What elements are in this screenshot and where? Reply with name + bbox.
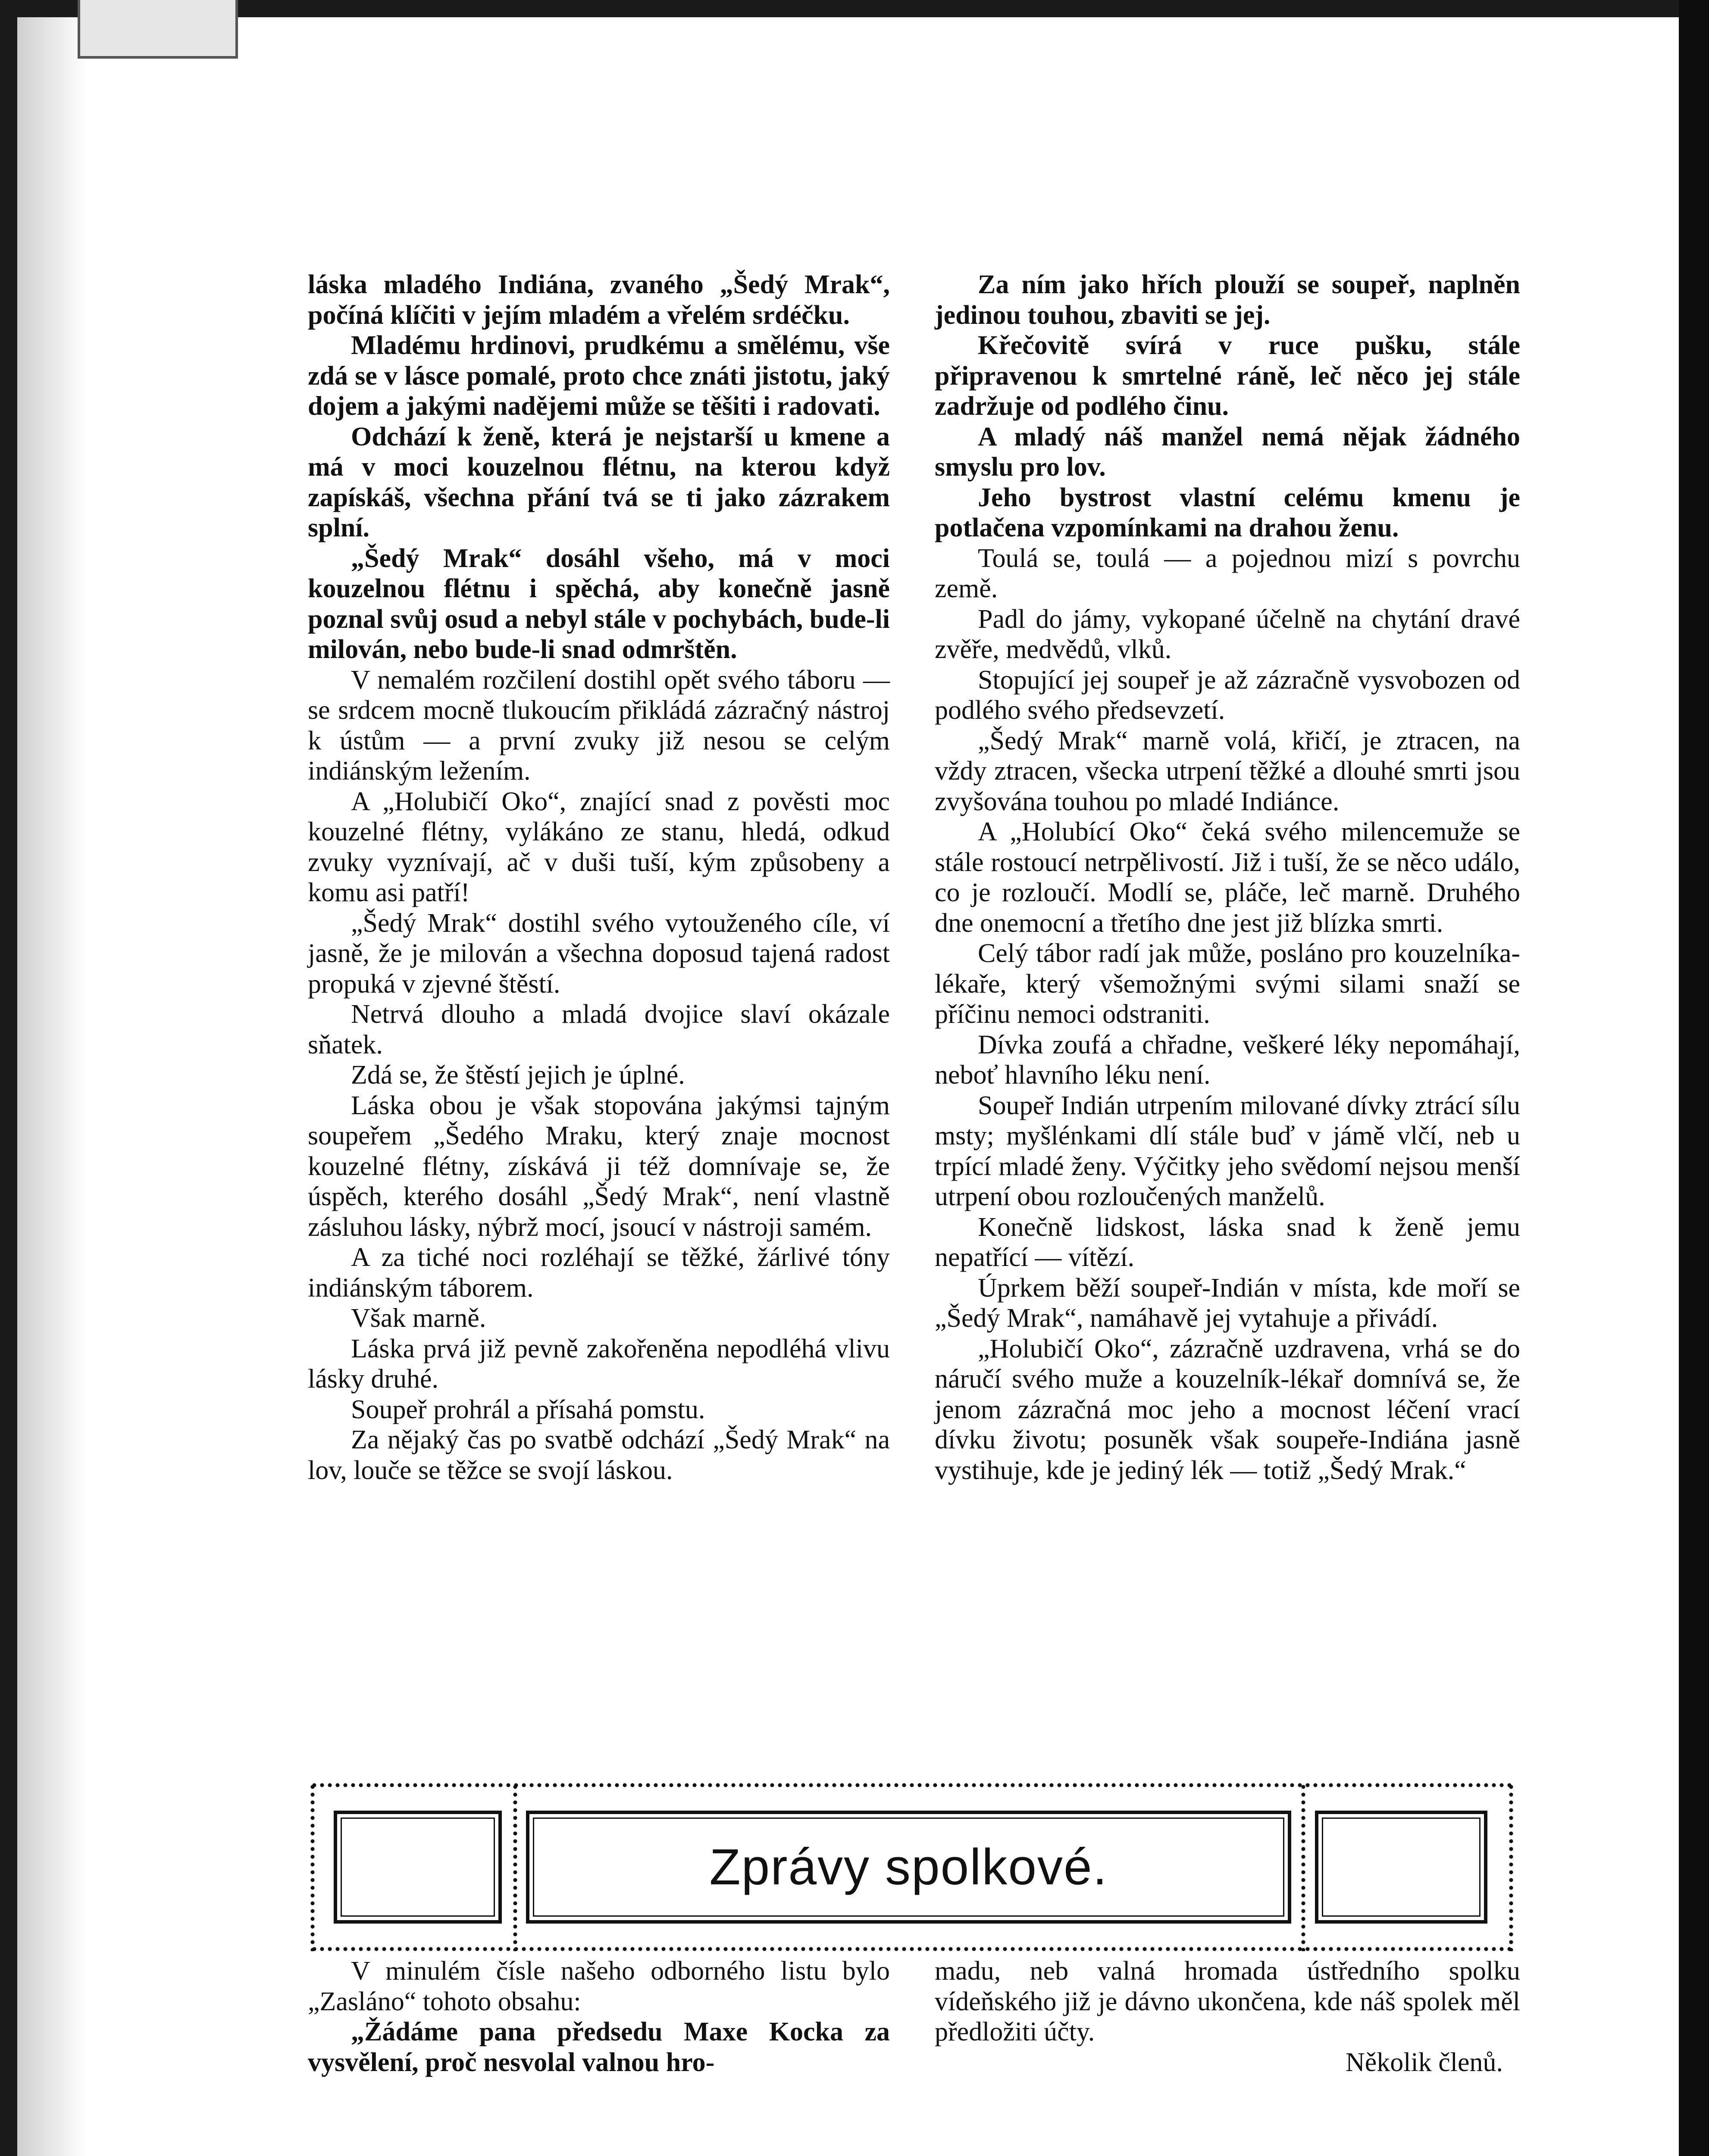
paragraph: Stopující jej soupeř je až zázračně vysvobozen od podlého svého předsevzetí. — [935, 665, 1520, 725]
paragraph: „Šedý Mrak“ marně volá, křičí, je ztracen, na vždy ztracen, všecka utrpení těžké a dlouhé smrti jsou zvyšována touhou po mladé Indiánce. — [935, 726, 1520, 816]
paragraph: Však marně. — [351, 1304, 486, 1333]
paragraph: Soupeř prohrál a přísahá pomstu. — [351, 1395, 705, 1424]
paragraph: Zdá se, že štěstí jejich je úplné. — [351, 1060, 685, 1090]
scan-corner-artifact — [78, 0, 238, 59]
signature: Několik členů. — [1345, 2047, 1503, 2077]
paragraph: „Šedý Mrak“ dostihl svého vytouženého cíle, ví jasně, že je milován a všechna doposud tajená radost propuká v zjevné štěstí. — [308, 908, 890, 999]
section-title: Zprávy spolkové. — [709, 1839, 1108, 1896]
paragraph: Odchází k ženě, která je nejstarší u kmene a má v moci kouzelnou flétnu, na kterou když zapískáš, všechna přání tvá se ti jako zázrakem splní. — [308, 422, 890, 542]
scan-border-left — [0, 0, 17, 2156]
paragraph: V nemalém rozčilení dostihl opět svého táboru — se srdcem mocně tlukoucím přikládá zázračný nástroj k ústům — a první zvuky již nesou se celým indiánským ležením. — [308, 665, 890, 786]
paragraph: Láska prvá již pevně zakořeněna nepodléhá vlivu lásky druhé. — [308, 1334, 890, 1394]
paragraph: A „Holubičí Oko“, znající snad z pověsti moc kouzelné flétny, vylákáno ze stanu, hledá, odkud zvuky vyznívají, ač v duši tuší, kým způsobeny a komu asi patří! — [308, 787, 890, 907]
paragraph: Toulá se, toulá — a pojednou mizí s povrchu země. — [935, 543, 1520, 603]
paragraph: A „Holubící Oko“ čeká svého milencemuže se stále rostoucí netrpělivostí. Již i tuší, že se něco událo, co je rozloučí. Modlí se, pláče, leč marně. Druhého dne onemocní a třetího dne jest již blízka smrti. — [935, 817, 1520, 938]
paragraph: „Šedý Mrak“ dosáhl všeho, má v moci kouzelnou flétnu i spěchá, aby konečně jasně poznal svůj osud a nebyl stále v pochybách, bude-li milován, nebo bude-li snad odmrštěn. — [308, 543, 890, 664]
paragraph: Úprkem běží soupeř-Indián v místa, kde moří se „Šedý Mrak“, namáhavě jej vytahuje a přivádí. — [935, 1273, 1520, 1333]
section-header-banner — [310, 1783, 1513, 1951]
dotted-rule — [310, 1783, 315, 1951]
paragraph: „Žádáme pana předsedu Maxe Kocka za vysvělení, proč nesvolal valnou hro- — [308, 2017, 890, 2077]
paragraph: Křečovitě svírá v ruce pušku, stále připravenou k smrtelné ráně, leč něco jej stále zadržuje od podlého činu. — [935, 331, 1520, 421]
dotted-rule — [1301, 1783, 1305, 1951]
paragraph: Netrvá dlouho a mladá dvojice slaví okázale sňatek. — [308, 1000, 890, 1059]
dotted-rule — [1509, 1783, 1513, 1951]
paragraph: Láska obou je však stopována jakýmsi tajným soupeřem „Šedého Mraku, který znaje mocnost kouzelné flétny, získává ji též domnívaje se, že úspěch, kterého dosáhl „Šedý Mrak“, není vlastně zásluhou lásky, nýbrž mocí, jsoucí v nástroji samém. — [308, 1091, 890, 1242]
dotted-rule — [310, 1783, 1513, 1787]
dotted-rule — [513, 1783, 517, 1951]
decorative-frame — [1315, 1811, 1487, 1924]
scan-shadow — [17, 0, 86, 2156]
scan-border-right — [1679, 0, 1709, 2156]
paragraph: Mladému hrdinovi, prudkému a smělému, vše zdá se v lásce pomalé, proto chce znáti jistotu, jaký dojem a jakými nadějemi může se těšiti i radovati. — [308, 331, 890, 421]
paragraph: Celý tábor radí jak může, posláno pro kouzelníka-lékaře, který všemožnými svými silami snaží se příčinu nemoci odstraniti. — [935, 939, 1520, 1029]
section-title-frame — [526, 1811, 1291, 1924]
paragraph: Konečně lidskost, láska snad k ženě jemu nepatřící — vítězí. — [935, 1212, 1520, 1272]
paragraph: Padl do jámy, vykopané účelně na chytání dravé zvěře, medvědů, vlků. — [935, 604, 1520, 664]
paragraph: Soupeř Indián utrpením milované dívky ztrácí sílu msty; myšlénkami dlí stále buď v jámě vlčí, neb u trpící mladé ženy. Výčitky jeho svědomí nejsou menší utrpení obou rozloučených manželů. — [935, 1091, 1520, 1211]
paragraph: Dívka zoufá a chřadne, veškeré léky nepomáhají, neboť hlavního léku není. — [935, 1030, 1520, 1090]
paragraph: Za nějaký čas po svatbě odchází „Šedý Mrak“ na lov, louče se těžce se svojí láskou. — [308, 1425, 890, 1485]
paragraph: A za tiché noci rozléhají se těžké, žárlivé tóny indiánským táborem. — [308, 1243, 890, 1303]
article-right-column — [935, 270, 1520, 1485]
notice-right-column — [935, 1956, 1520, 2078]
scan-border-top — [0, 0, 1709, 17]
paragraph: Jeho bystrost vlastní celému kmenu je potlačena vzpomínkami na drahou ženu. — [935, 483, 1520, 542]
notice-left-column — [308, 1956, 890, 2078]
paragraph: „Holubičí Oko“, zázračně uzdravena, vrhá se do náručí svého muže a kouzelník-lékař domnívá se, že jenom zázračná moc jeho a mocnost léčení vrací dívku životu; posuněk však soupeře-Indiána jasně vystihuje, kde je jediný lék — totiž „Šedý Mrak.“ — [935, 1334, 1520, 1485]
paragraph: láska mladého Indiána, zvaného „Šedý Mrak“, počíná klíčiti v jejím mladém a vřelém srdéčku. — [308, 270, 890, 330]
article-left-column — [308, 270, 890, 1485]
dotted-rule — [310, 1947, 1513, 1951]
paragraph: Za ním jako hřích plouží se soupeř, naplněn jedinou touhou, zbaviti se jej. — [935, 270, 1520, 330]
decorative-frame — [334, 1811, 502, 1924]
paragraph: V minulém čísle našeho odborného listu bylo „Zasláno“ tohoto obsahu: — [308, 1956, 890, 2016]
paragraph: A mladý náš manžel nemá nějak žádného smyslu pro lov. — [935, 422, 1520, 482]
paragraph: madu, neb valná hromada ústředního spolku vídeňského již je dávno ukončena, kde náš spolek měl předložiti účty. — [935, 1956, 1520, 2046]
